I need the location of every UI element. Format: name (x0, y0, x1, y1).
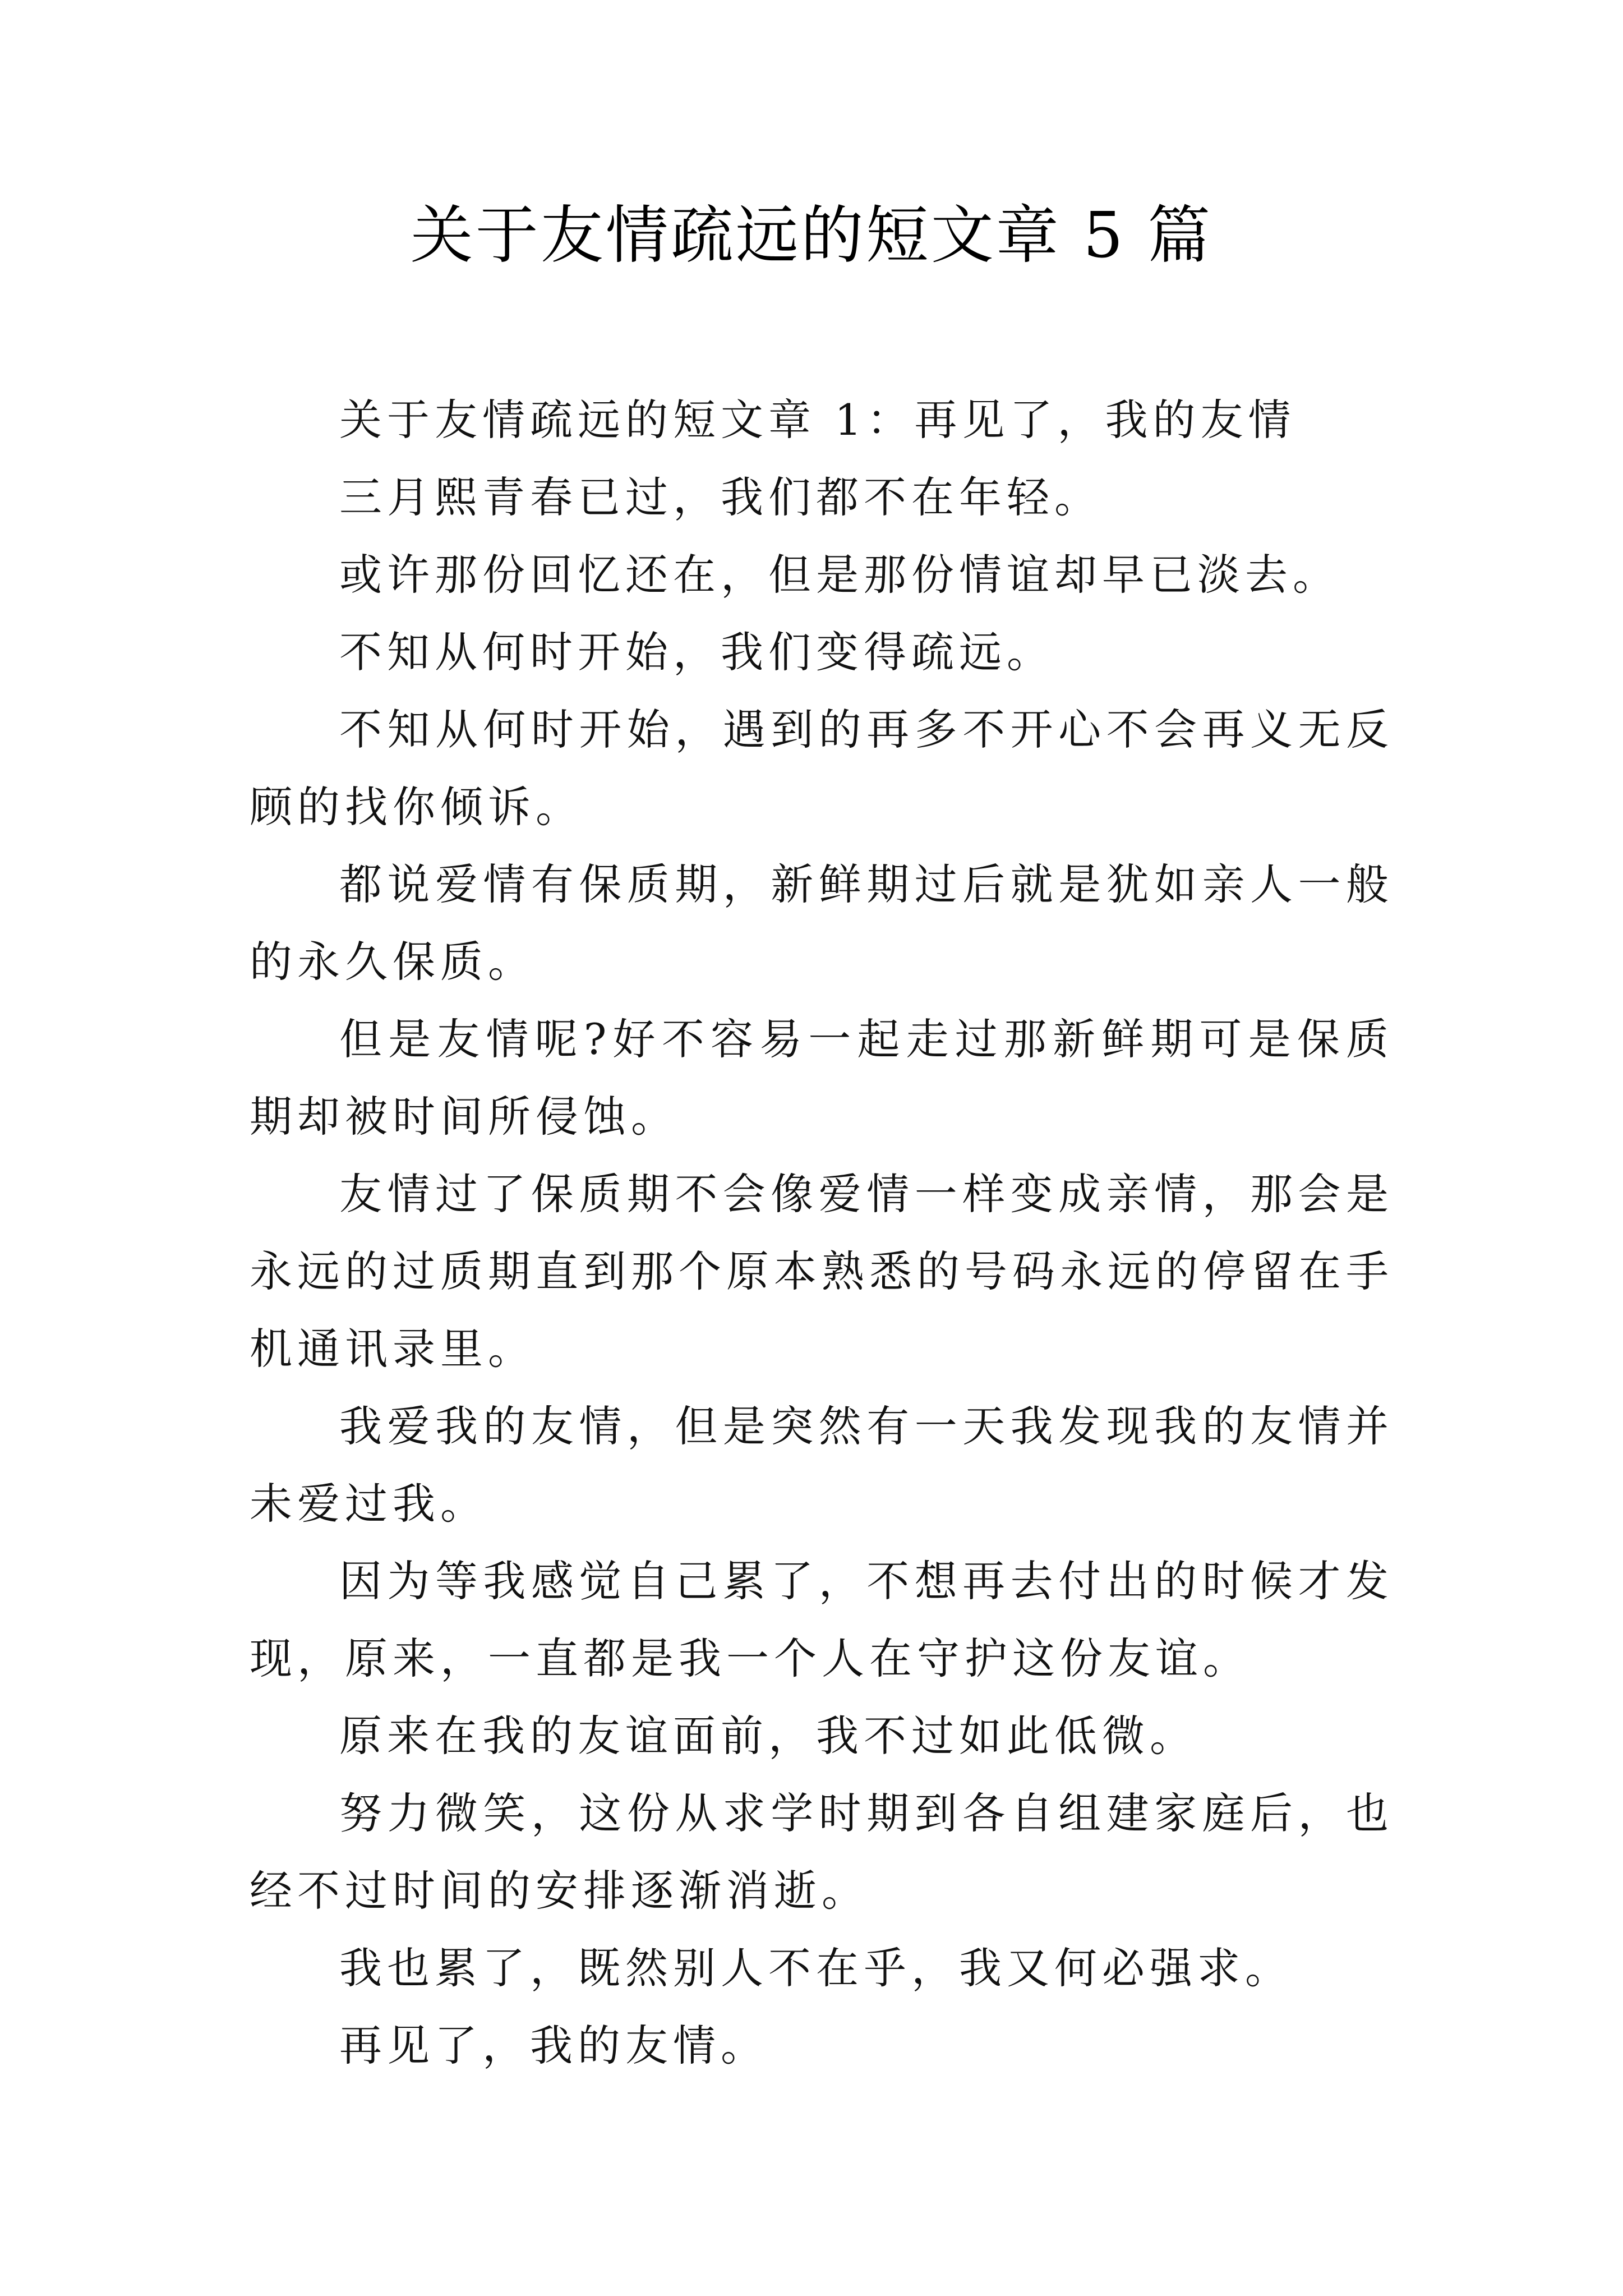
paragraph: 不知从何时开始，遇到的再多不开心不会再义无反顾的找你倾诉。 (250, 705, 1394, 832)
paragraph: 我也累了，既然别人不在乎，我又何必强求。 (339, 1943, 1293, 1993)
paragraph: 不知从何时开始，我们变得疏远。 (339, 627, 1054, 677)
paragraph: 因为等我感觉自己累了，不想再去付出的时候才发现，原来，一直都是我一个人在守护这份友谊。 (250, 1556, 1394, 1683)
document-title: 关于友情疏远的短文章 5 篇 (410, 199, 1213, 272)
paragraph: 都说爱情有保质期，新鲜期过后就是犹如亲人一般的永久保质。 (250, 859, 1394, 987)
paragraph: 我爱我的友情，但是突然有一天我发现我的友情并未爱过我。 (250, 1401, 1394, 1529)
paragraph: 但是友情呢?好不容易一起走过那新鲜期可是保质期却被时间所侵蚀。 (250, 1014, 1394, 1142)
paragraph: 或许那份回忆还在，但是那份情谊却早已淡去。 (339, 550, 1340, 600)
document-body (250, 381, 1394, 2085)
paragraph: 原来在我的友谊面前，我不过如此低微。 (339, 1711, 1197, 1761)
paragraph: 努力微笑，这份从求学时期到各自组建家庭后，也经不过时间的安排逐渐消逝。 (250, 1788, 1394, 1916)
paragraph: 再见了，我的友情。 (339, 2021, 768, 2070)
paragraph: 三月熙青春已过，我们都不在年轻。 (339, 472, 1102, 522)
paragraph: 友情过了保质期不会像爱情一样变成亲情，那会是永远的过质期直到那个原本熟悉的号码永远的停留在手机通讯录里。 (250, 1169, 1394, 1374)
paragraph: 关于友情疏远的短文章 1：再见了，我的友情 (339, 395, 1296, 445)
